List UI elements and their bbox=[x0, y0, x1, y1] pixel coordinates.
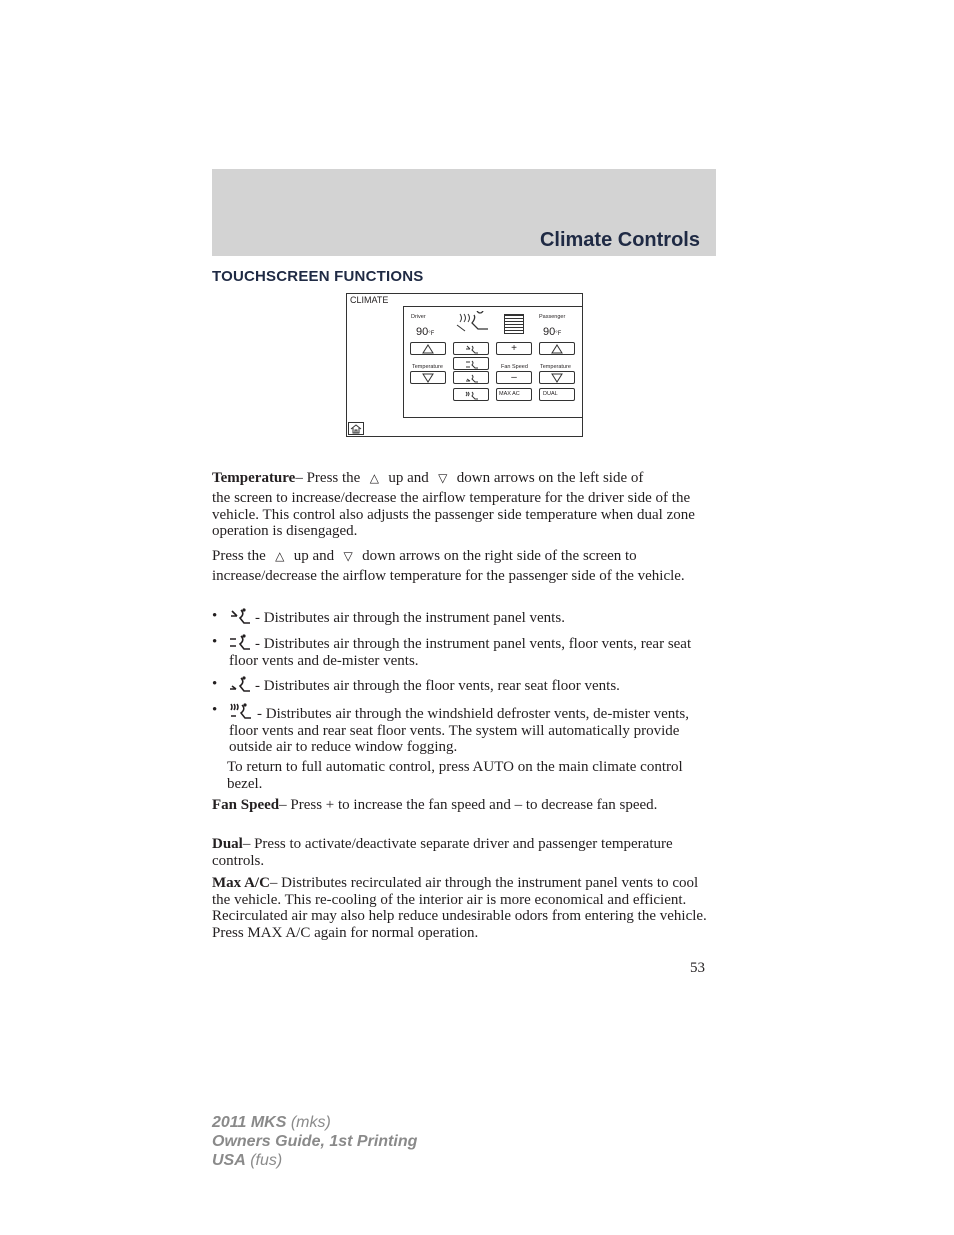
temperature-paragraph-passenger: Press the △ up and ▽ down arrows on the right side of the screen to bbox=[212, 548, 637, 564]
defrost-seat-icon bbox=[454, 311, 494, 342]
defrost-floor-mode-button[interactable] bbox=[453, 388, 489, 401]
list-item: • - Distributes air through the windshield defroster vents, de-mister vents, floor vents and rear seat floor vents. The system will automatically provide outside air to reduce window fogging. bbox=[212, 702, 689, 756]
up-arrow-icon: △ bbox=[275, 549, 285, 563]
list-item: • - Distributes air through the floor vents, rear seat floor vents. bbox=[212, 676, 620, 694]
touchscreen-functions-heading: TOUCHSCREEN FUNCTIONS bbox=[212, 268, 424, 285]
fan-speed-paragraph: Fan Speed– Press + to increase the fan speed and – to decrease fan speed. bbox=[212, 797, 658, 813]
home-button[interactable] bbox=[348, 422, 364, 435]
down-arrow-icon: ▽ bbox=[438, 471, 448, 485]
max-ac-button[interactable]: MAX AC bbox=[496, 388, 532, 401]
max-ac-paragraph: Max A/C– Distributes recirculated air through the instrument panel vents to cool the vehicle. This re-cooling of the interior air is more economical and efficient. Recirculated air may also help reduce undesirable odors from entering the vehicle. Press MAX A/C again for normal operation. bbox=[212, 875, 707, 941]
driver-label: Driver bbox=[411, 314, 426, 320]
footer-line-2: Owners Guide, 1st Printing bbox=[212, 1133, 418, 1150]
fan-speed-label: Fan Speed bbox=[501, 364, 528, 370]
screen-title: CLIMATE bbox=[350, 295, 389, 305]
floor-mode-button[interactable] bbox=[453, 371, 489, 384]
driver-temp: 90°F bbox=[416, 326, 435, 338]
panel-floor-vent-icon bbox=[229, 634, 251, 650]
fan-speed-up-button[interactable]: + bbox=[496, 342, 532, 355]
home-icon bbox=[350, 424, 362, 434]
section-title: Climate Controls bbox=[539, 229, 700, 251]
list-item: • - Distributes air through the instrument panel vents, floor vents, rear seat floor vents and de-mister vents. bbox=[212, 634, 692, 669]
climate-touchscreen-figure bbox=[346, 293, 583, 437]
floor-vent-icon bbox=[229, 676, 251, 692]
up-arrow-icon: △ bbox=[369, 471, 379, 485]
panel-floor-mode-button[interactable] bbox=[453, 357, 489, 370]
temperature-label-left: Temperature bbox=[412, 364, 443, 370]
climate-panel bbox=[403, 306, 583, 418]
footer-line-1: 2011 MKS (mks) bbox=[212, 1114, 331, 1131]
down-arrow-icon: ▽ bbox=[343, 549, 353, 563]
temperature-paragraph-driver-rest: the screen to increase/decrease the airflow temperature for the driver side of the vehicle. This control also adjusts the passenger side temperature when dual zone operation is disengaged. bbox=[212, 490, 695, 540]
defrost-floor-vent-icon bbox=[229, 702, 253, 720]
recirculation-grid-icon bbox=[504, 314, 524, 334]
passenger-temp-up-button[interactable] bbox=[539, 342, 575, 355]
panel-vent-mode-button[interactable] bbox=[453, 342, 489, 355]
page-number: 53 bbox=[690, 960, 705, 976]
dual-paragraph: Dual– Press to activate/deactivate separate driver and passenger temperature controls. bbox=[212, 836, 673, 869]
driver-temp-down-button[interactable] bbox=[410, 371, 446, 384]
dual-button[interactable]: DUAL bbox=[539, 388, 575, 401]
fan-speed-down-button[interactable]: – bbox=[496, 371, 532, 384]
passenger-temp: 90°F bbox=[543, 326, 562, 338]
list-item: • - Distributes air through the instrument panel vents. bbox=[212, 608, 565, 626]
temperature-label-right: Temperature bbox=[540, 364, 571, 370]
auto-note: To return to full automatic control, press AUTO on the main climate control bezel. bbox=[227, 759, 683, 792]
header-band bbox=[212, 169, 716, 256]
driver-temp-up-button[interactable] bbox=[410, 342, 446, 355]
document-footer bbox=[212, 1113, 417, 1170]
footer-line-3: USA (fus) bbox=[212, 1152, 283, 1169]
temperature-paragraph-driver: Temperature– Press the △ up and ▽ down arrows on the left side of bbox=[212, 470, 644, 486]
passenger-label: Passenger bbox=[539, 314, 566, 320]
temperature-paragraph-passenger-rest: increase/decrease the airflow temperature for the passenger side of the vehicle. bbox=[212, 568, 685, 584]
panel-vent-icon bbox=[229, 608, 251, 624]
passenger-temp-down-button[interactable] bbox=[539, 371, 575, 384]
